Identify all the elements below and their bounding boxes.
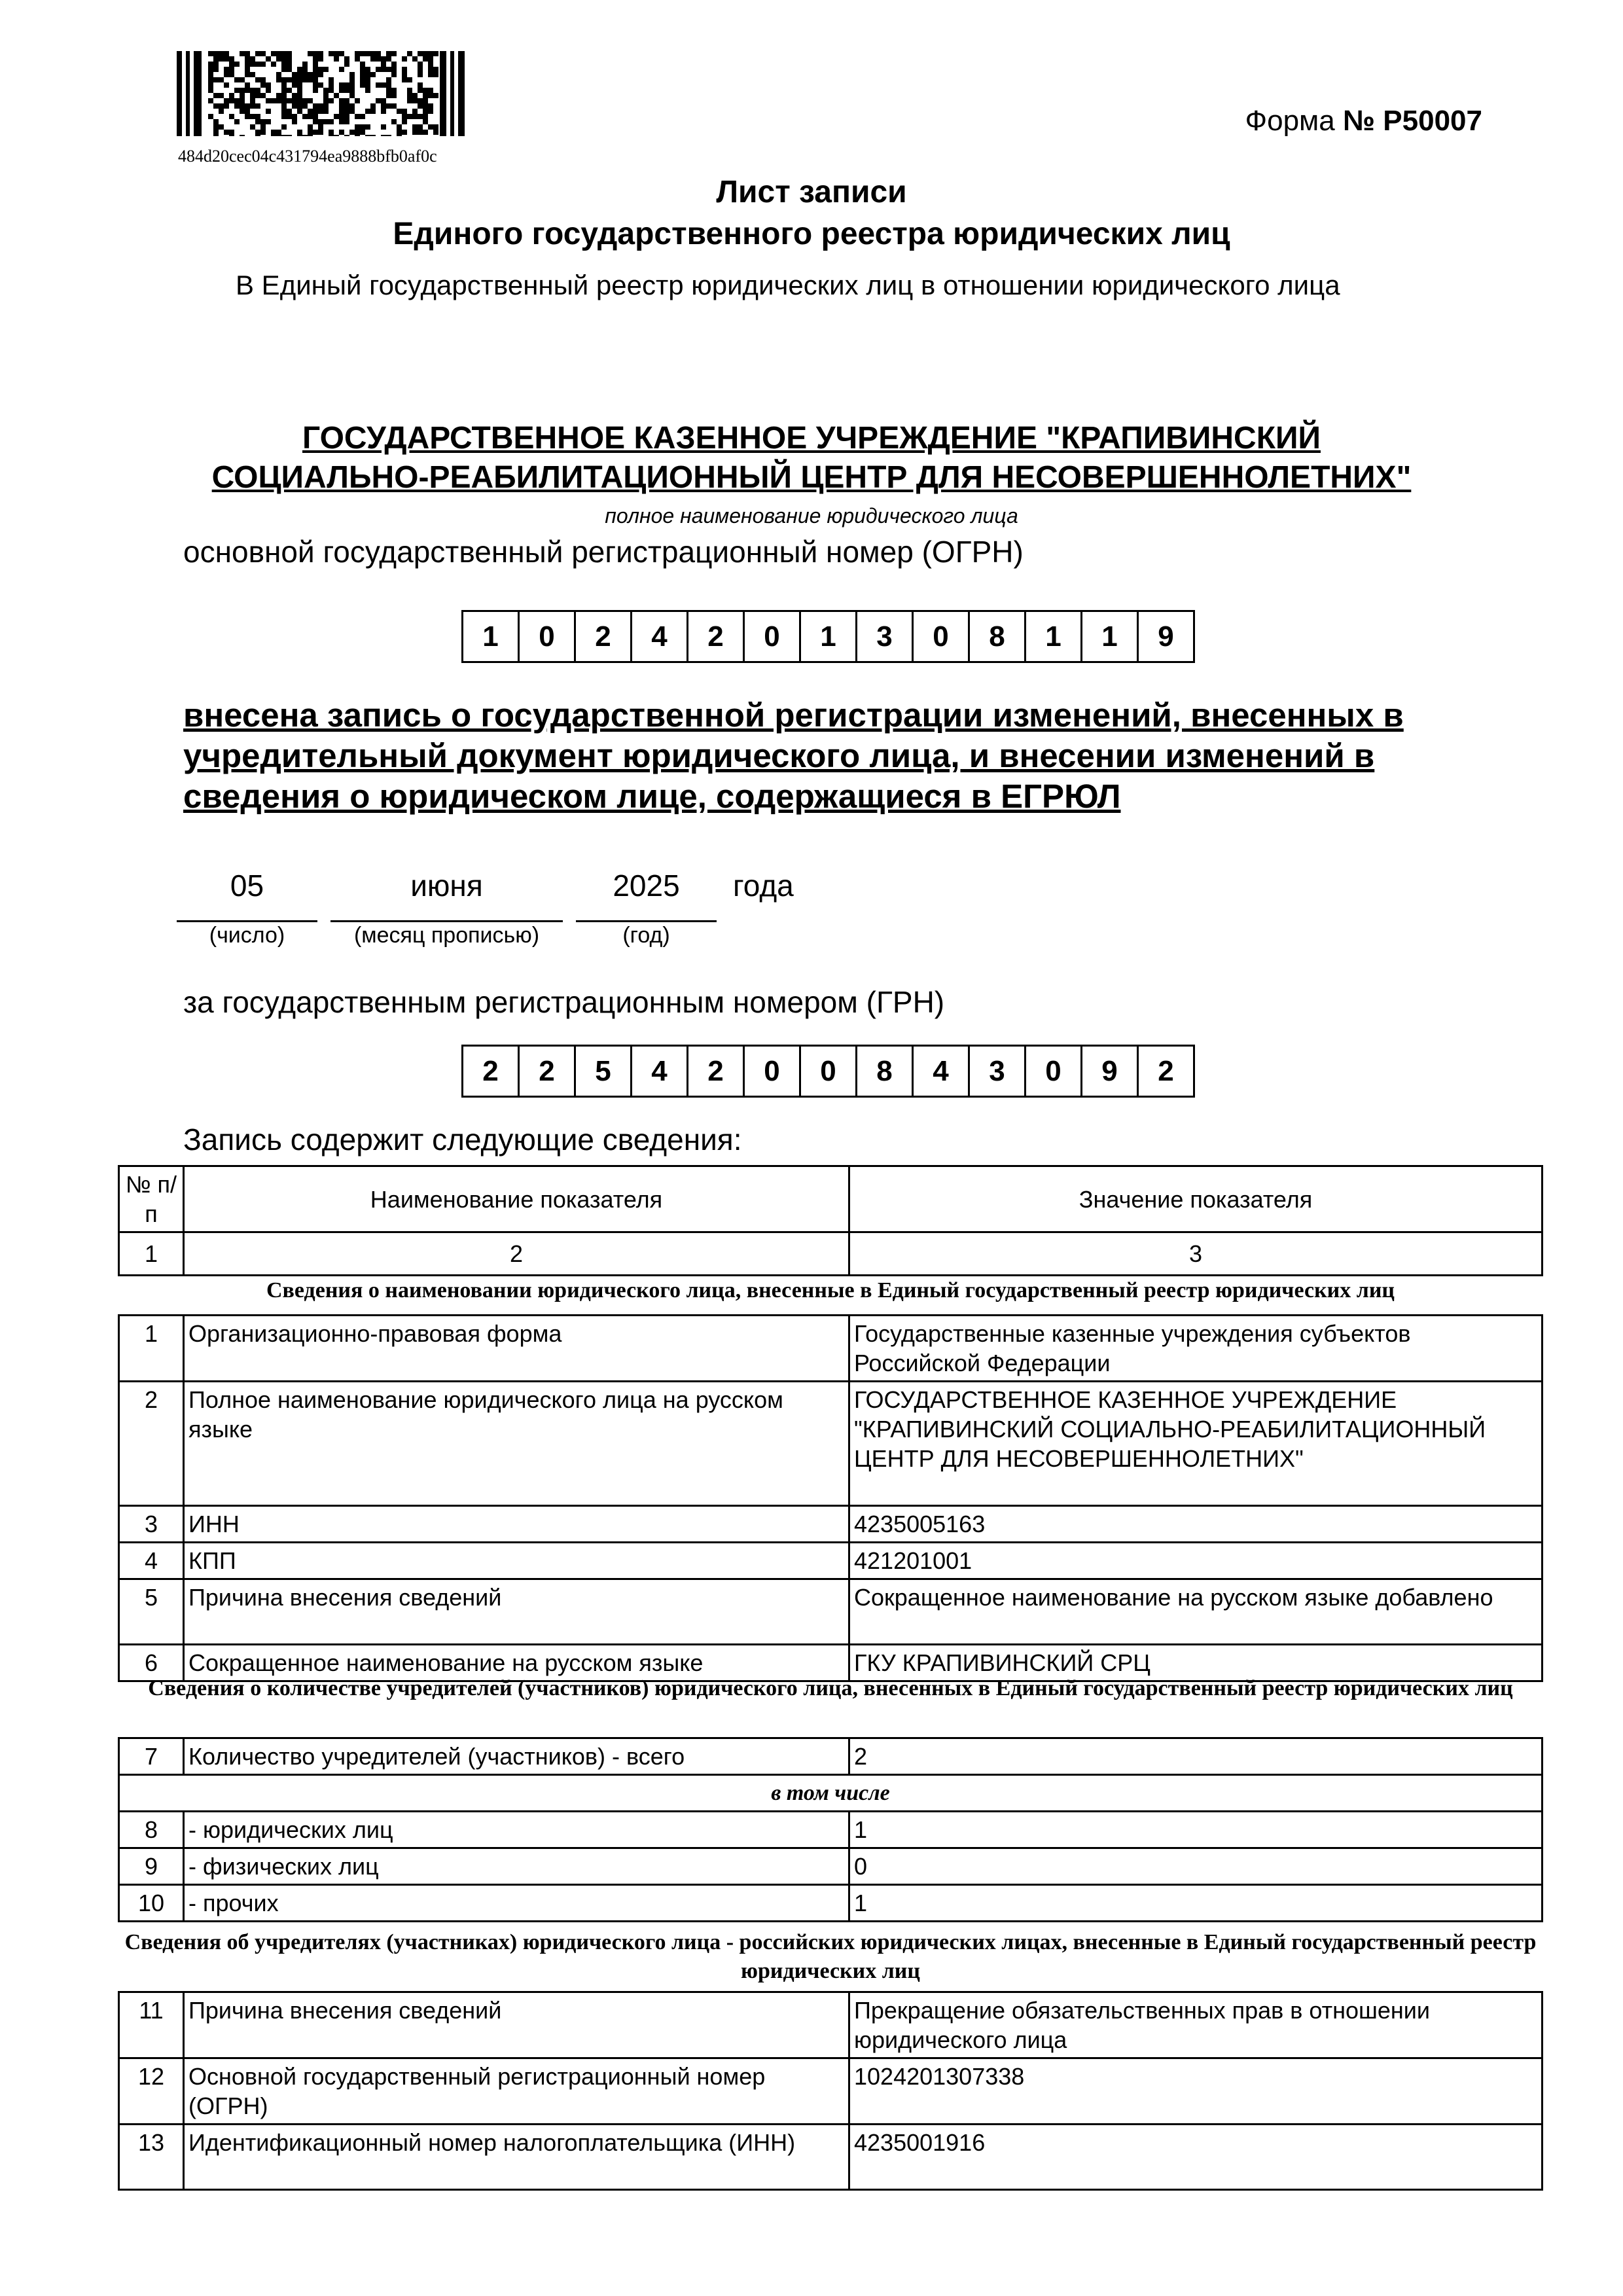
form-number-value: № Р50007 (1343, 105, 1482, 137)
table-row (119, 1848, 1543, 1885)
ogrn-label: основной государственный регистрационный номер (ОГРН) (183, 535, 1024, 569)
row-number: 9 (119, 1848, 184, 1885)
row-number: 10 (119, 1885, 184, 1922)
table-row (119, 1738, 1543, 1775)
digit-box: 0 (745, 612, 801, 661)
table-row (119, 1579, 1543, 1645)
digit-box: 8 (857, 1047, 914, 1096)
table-row (119, 1506, 1543, 1543)
digit-box: 4 (632, 612, 688, 661)
row-name: Полное наименование юридического лица на русском языке (184, 1382, 849, 1506)
row-number: 13 (119, 2125, 184, 2190)
including-label: в том числе (119, 1775, 1543, 1812)
row-name: ИНН (184, 1506, 849, 1543)
digit-box: 2 (688, 612, 745, 661)
date-month: июня (410, 869, 483, 903)
intro-text: В Единый государственный реестр юридических лиц в отношении юридического лица (236, 270, 1340, 300)
table-row (119, 1775, 1543, 1812)
header-col-value: Значение показателя (849, 1166, 1543, 1232)
table-row (119, 1812, 1543, 1848)
grn-boxes (461, 1045, 1195, 1098)
digit-box: 4 (914, 1047, 970, 1096)
row-name: КПП (184, 1543, 849, 1579)
header-index-2: 2 (184, 1232, 849, 1276)
row-name: Количество учредителей (участников) - всего (184, 1738, 849, 1775)
header-index-1: 1 (119, 1232, 184, 1276)
barcode-code: 484d20cec04c431794ea9888bfb0af0c (178, 147, 437, 166)
table-row (119, 2125, 1543, 2190)
row-value: ГКУ КРАПИВИНСКИЙ СРЦ (849, 1645, 1543, 1681)
form-label: Форма (1245, 105, 1335, 137)
section1-table (118, 1314, 1543, 1682)
digit-box: 0 (801, 1047, 857, 1096)
contains-label: Запись содержит следующие сведения: (183, 1122, 742, 1157)
row-number: 3 (119, 1506, 184, 1543)
row-name: Причина внесения сведений (184, 1579, 849, 1645)
row-name: Причина внесения сведений (184, 1992, 849, 2058)
date-year-caption: (год) (622, 923, 670, 948)
header-index-3: 3 (849, 1232, 1543, 1276)
digit-box: 2 (1158, 1054, 1174, 1087)
header-table (118, 1165, 1543, 1276)
row-name: Идентификационный номер налогоплательщика (ИНН) (184, 2125, 849, 2190)
digit-box: 8 (970, 612, 1026, 661)
digit-box: 1 (463, 612, 520, 661)
digit-box: 2 (463, 1047, 520, 1096)
org-name-caption: полное наименование юридического лица (605, 504, 1018, 528)
grn-label: за государственным регистрационным номером (ГРН) (183, 985, 945, 1019)
section3-title: Сведения об учредителях (участниках) юридического лица - российских юридических лицах, внесенные в Единый государственный реестр юридических лиц (124, 1930, 1537, 1983)
row-value: 2 (849, 1738, 1543, 1775)
ogrn-boxes (461, 610, 1195, 663)
digit-box: 9 (1158, 620, 1174, 653)
row-value: 1 (849, 1812, 1543, 1848)
digit-box: 3 (970, 1047, 1026, 1096)
table-row (119, 1316, 1543, 1382)
row-value: 1024201307338 (849, 2058, 1543, 2125)
date-month-caption: (месяц прописью) (353, 923, 540, 948)
header-col-name: Наименование показателя (184, 1166, 849, 1232)
date-suffix: года (733, 869, 794, 903)
section2-table (118, 1737, 1543, 1922)
digit-box: 2 (576, 612, 632, 661)
digit-box: 5 (576, 1047, 632, 1096)
row-name: - физических лиц (184, 1848, 849, 1885)
row-number: 6 (119, 1645, 184, 1681)
row-number: 4 (119, 1543, 184, 1579)
digit-box: 9 (1082, 1047, 1139, 1096)
digit-box: 0 (914, 612, 970, 661)
form-number (1245, 105, 1482, 137)
row-number: 12 (119, 2058, 184, 2125)
org-name-line1: ГОСУДАРСТВЕННОЕ КАЗЕННОЕ УЧРЕЖДЕНИЕ "КРАПИВИНСКИЙ (302, 421, 1321, 456)
row-number: 1 (119, 1316, 184, 1382)
row-name: Основной государственный регистрационный номер (ОГРН) (184, 2058, 849, 2125)
date-year-line (576, 920, 717, 922)
row-number: 8 (119, 1812, 184, 1848)
table-row (119, 1885, 1543, 1922)
row-value: Государственные казенные учреждения субъектов Российской Федерации (849, 1316, 1543, 1382)
table-row (119, 1992, 1543, 2058)
table-row (119, 1382, 1543, 1506)
row-name: - прочих (184, 1885, 849, 1922)
row-name: - юридических лиц (184, 1812, 849, 1848)
row-value: Прекращение обязательственных прав в отношении юридического лица (849, 1992, 1543, 2058)
row-value: 1 (849, 1885, 1543, 1922)
header-col-number: № п/п (119, 1166, 184, 1232)
row-value: 0 (849, 1848, 1543, 1885)
barcode-image (177, 51, 465, 136)
digit-box: 3 (857, 612, 914, 661)
digit-box: 0 (520, 612, 576, 661)
page-title: Лист записи (716, 175, 907, 209)
row-value: ГОСУДАРСТВЕННОЕ КАЗЕННОЕ УЧРЕЖДЕНИЕ "КРАПИВИНСКИЙ СОЦИАЛЬНО-РЕАБИЛИТАЦИОННЫЙ ЦЕНТР ДЛЯ НЕСОВЕРШЕННОЛЕТНИХ" (849, 1382, 1543, 1506)
row-number: 5 (119, 1579, 184, 1645)
digit-box: 1 (801, 612, 857, 661)
row-name: Сокращенное наименование на русском языке (184, 1645, 849, 1681)
page-subtitle: Единого государственного реестра юридических лиц (393, 217, 1230, 251)
registration-statement: внесена запись о государственной регистрации изменений, внесенных в учредительный документ юридического лица, и внесении изменений в сведения о юридическом лице, содержащиеся в ЕГРЮЛ (183, 696, 1404, 815)
row-value: 4235001916 (849, 2125, 1543, 2190)
section1-title: Сведения о наименовании юридического лица, внесенные в Единый государственный реестр юридических лиц (266, 1278, 1395, 1302)
date-year: 2025 (613, 869, 680, 903)
date-day-line (177, 920, 317, 922)
digit-box: 1 (1026, 612, 1082, 661)
table-row (119, 2058, 1543, 2125)
row-value: 4235005163 (849, 1506, 1543, 1543)
date-month-line (330, 920, 563, 922)
digit-box: 0 (1026, 1047, 1082, 1096)
row-number: 2 (119, 1382, 184, 1506)
row-number: 11 (119, 1992, 184, 2058)
digit-box: 2 (520, 1047, 576, 1096)
date-day-caption: (число) (209, 923, 285, 948)
row-value: Сокращенное наименование на русском языке добавлено (849, 1579, 1543, 1645)
section3-table (118, 1991, 1543, 2191)
digit-box: 1 (1082, 612, 1139, 661)
digit-box: 2 (688, 1047, 745, 1096)
row-name: Организационно-правовая форма (184, 1316, 849, 1382)
section2-title: Сведения о количестве учредителей (участников) юридического лица, внесенных в Единый государственный реестр юридических лиц (148, 1676, 1513, 1700)
digit-box: 0 (745, 1047, 801, 1096)
digit-box: 4 (632, 1047, 688, 1096)
row-value: 421201001 (849, 1543, 1543, 1579)
date-day: 05 (230, 869, 264, 903)
row-number: 7 (119, 1738, 184, 1775)
table-row (119, 1543, 1543, 1579)
org-name-line2: СОЦИАЛЬНО-РЕАБИЛИТАЦИОННЫЙ ЦЕНТР ДЛЯ НЕСОВЕРШЕННОЛЕТНИХ" (211, 460, 1412, 495)
